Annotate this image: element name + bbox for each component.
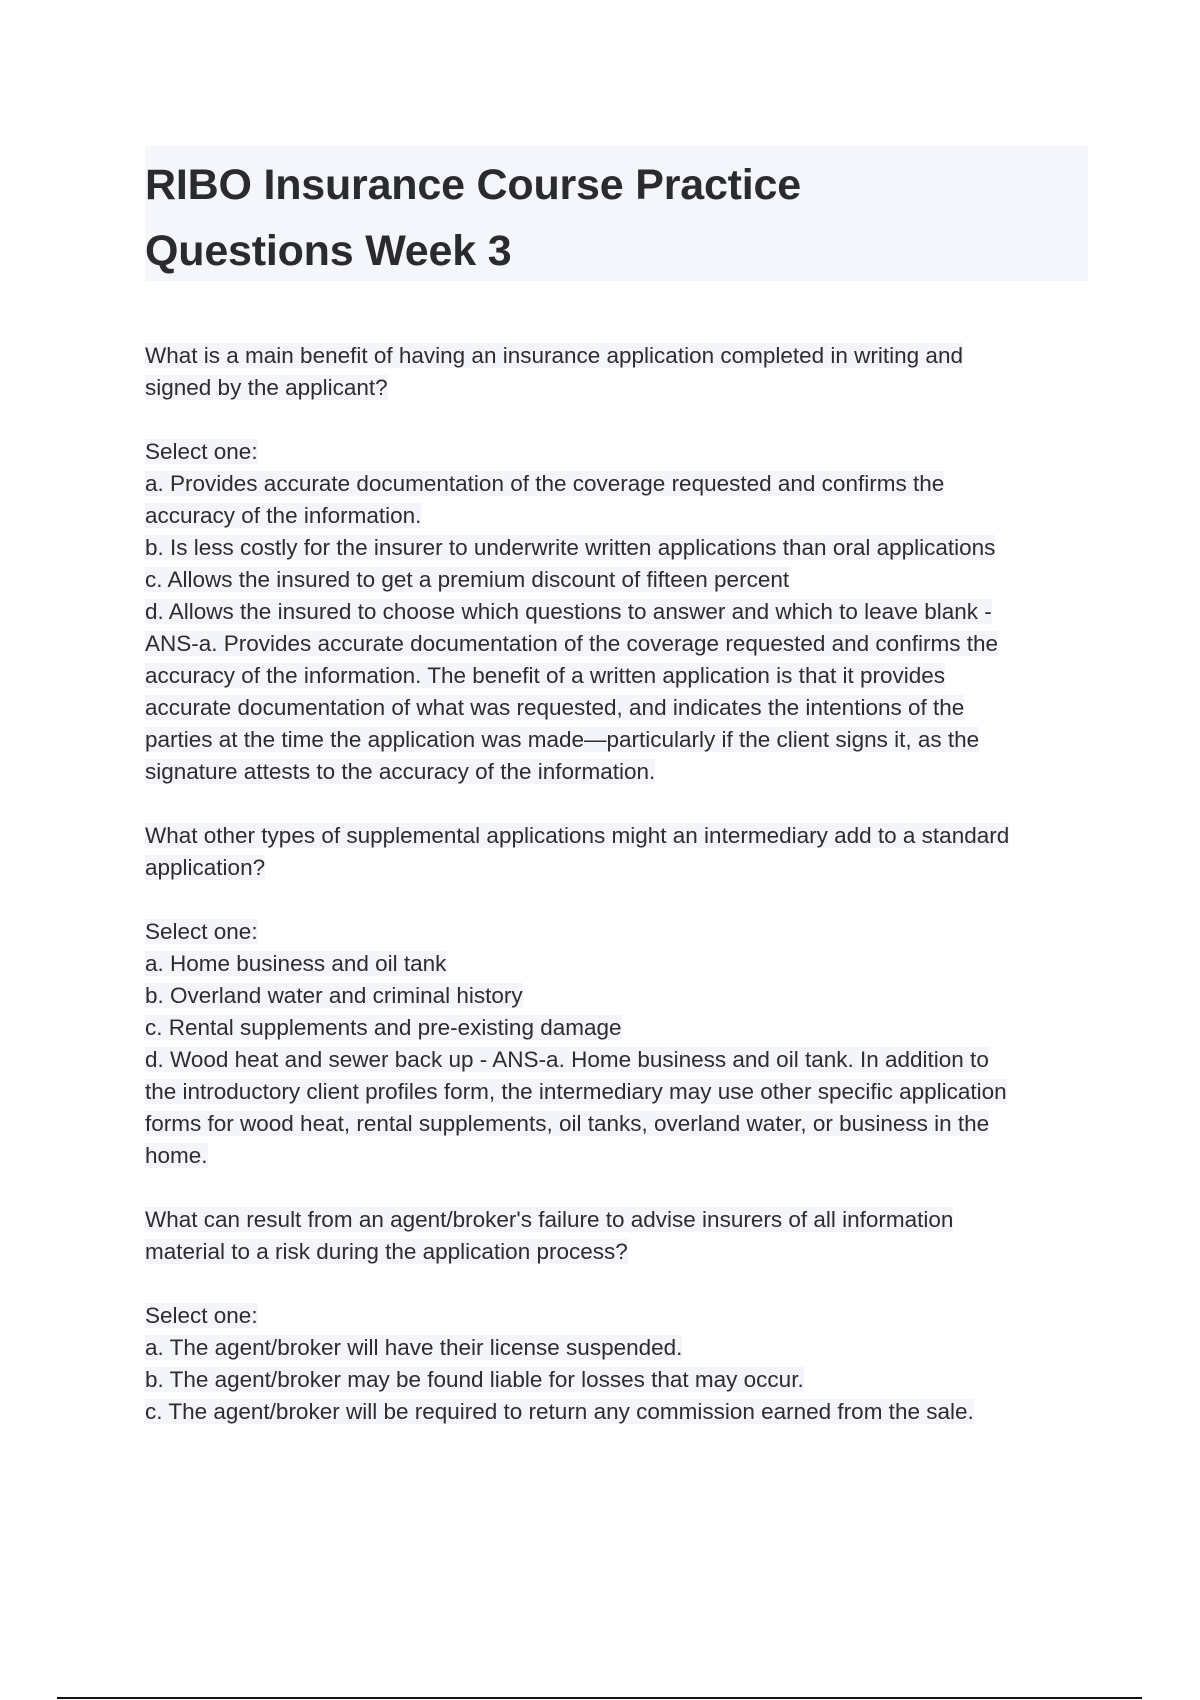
answer-line: b. The agent/broker may be found liable for losses that may occur. [145, 1367, 804, 1392]
page-title-line-1: RIBO Insurance Course Practice [145, 161, 801, 209]
answer-line: a. Home business and oil tank [145, 951, 447, 976]
answer-line: ANS-a. Provides accurate documentation of the coverage requested and confirms the [145, 631, 998, 656]
question-prompt-line: What is a main benefit of having an insurance application completed in writing and [145, 343, 963, 368]
answer-line: b. Is less costly for the insurer to underwrite written applications than oral applications [145, 535, 996, 560]
answer-line: a. The agent/broker will have their license suspended. [145, 1335, 683, 1360]
answer-line: d. Wood heat and sewer back up - ANS-a. Home business and oil tank. In addition to [145, 1047, 989, 1072]
footer-divider [57, 1697, 1142, 1699]
select-label: Select one: [145, 919, 258, 944]
page-title-line-2: Questions Week 3 [145, 227, 512, 275]
question-block-2 [145, 820, 1085, 1172]
question-block-1 [145, 340, 1085, 788]
answer-line: a. Provides accurate documentation of the coverage requested and confirms the [145, 471, 945, 496]
answer-line: forms for wood heat, rental supplements, oil tanks, overland water, or business in the [145, 1111, 990, 1136]
title-block [145, 146, 1088, 281]
answer-line: parties at the time the application was made—particularly if the client signs it, as the [145, 727, 980, 752]
answer-line: accuracy of the information. [145, 503, 422, 528]
question-prompt-line: What can result from an agent/broker's failure to advise insurers of all information [145, 1207, 954, 1232]
question-block-3 [145, 1204, 1085, 1428]
answer-line: c. The agent/broker will be required to return any commission earned from the sale. [145, 1399, 974, 1424]
answer-line: accurate documentation of what was requested, and indicates the intentions of the [145, 695, 965, 720]
select-label: Select one: [145, 439, 258, 464]
question-prompt-line: signed by the applicant? [145, 375, 388, 400]
answer-line: the introductory client profiles form, the intermediary may use other specific application [145, 1079, 1007, 1104]
question-prompt-line: material to a risk during the application process? [145, 1239, 628, 1264]
question-prompt-line: What other types of supplemental applications might an intermediary add to a standard [145, 823, 1010, 848]
answer-line: b. Overland water and criminal history [145, 983, 523, 1008]
answer-line: d. Allows the insured to choose which questions to answer and which to leave blank - [145, 599, 992, 624]
answer-line: home. [145, 1143, 208, 1168]
select-label: Select one: [145, 1303, 258, 1328]
answer-line: accuracy of the information. The benefit of a written application is that it provides [145, 663, 946, 688]
answer-line: c. Allows the insured to get a premium discount of fifteen percent [145, 567, 790, 592]
answer-line: signature attests to the accuracy of the information. [145, 759, 656, 784]
answer-line: c. Rental supplements and pre-existing damage [145, 1015, 622, 1040]
question-prompt-line: application? [145, 855, 266, 880]
document-body [145, 340, 1085, 1428]
